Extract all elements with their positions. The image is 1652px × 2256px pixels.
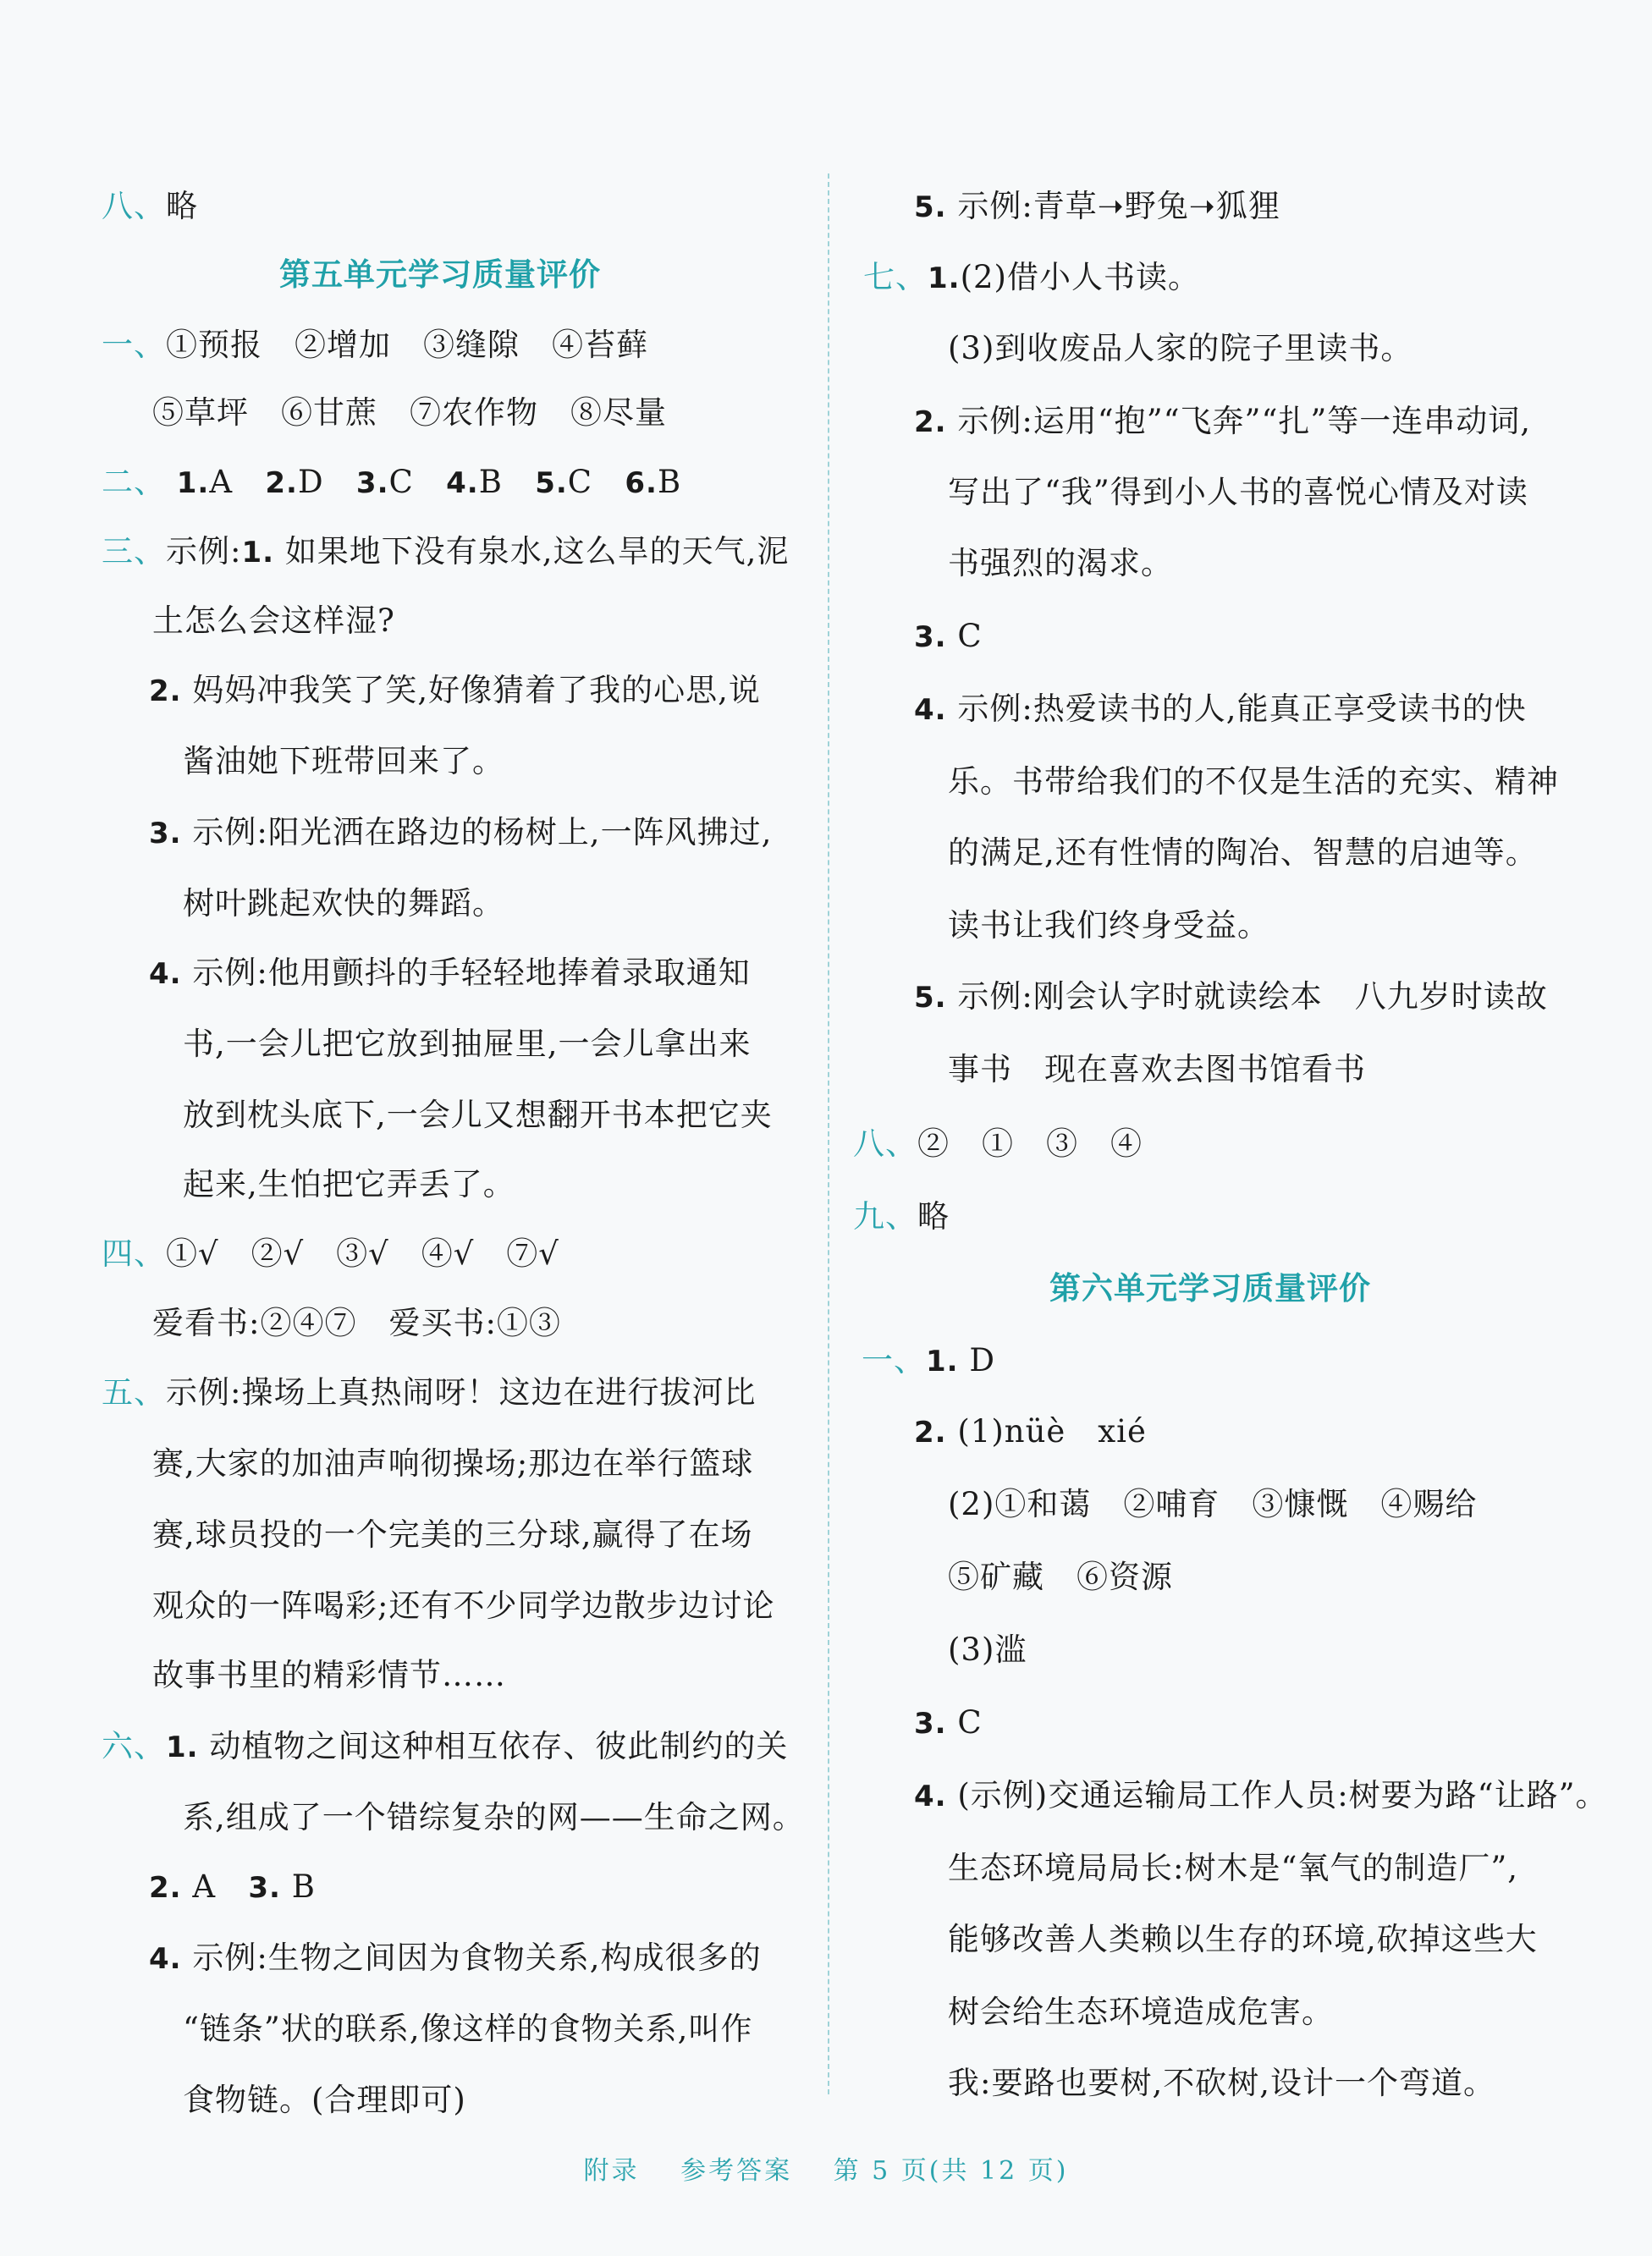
answer-text: 示例:刚会认字时就读绘本 八九岁时读故 — [957, 978, 1548, 1015]
s7-q1-line1 — [863, 259, 1200, 297]
answer-text: B — [478, 464, 503, 500]
answer-text: 示例:阳光洒在路边的杨树上,一阵风拂过, — [192, 814, 773, 850]
s6-q4-line2: “链条”状的联系,像这样的食物关系,叫作 — [183, 2011, 753, 2047]
footer-answers: 参考答案 — [680, 2156, 793, 2186]
answer-text: 妈妈冲我笑了笑,好像猜着了我的心思,说 — [192, 672, 761, 708]
s6-q4-line3: 食物链。(合理即可) — [183, 2082, 466, 2118]
answer-text: D — [969, 1342, 996, 1378]
s7-q1-line2: (3)到收废品人家的院子里读书。 — [948, 330, 1413, 366]
s7-q4-line4: 读书让我们终身受益。 — [948, 907, 1269, 944]
section-marker: 七、 — [863, 259, 928, 295]
answer-text: 动植物之间这种相互依存、彼此制约的关 — [209, 1728, 789, 1764]
answer-text: 略 — [166, 188, 198, 224]
question-number: 3. — [914, 620, 947, 654]
question-number: 4. — [914, 1780, 947, 1813]
s2-line — [102, 464, 681, 502]
s6-q2q3-line — [149, 1868, 316, 1907]
answer-text: 如果地下没有泉水,这么旱的天气,泥 — [284, 533, 790, 570]
s3-q2-line2: 酱油她下班带回来了。 — [183, 743, 504, 779]
prefix-text: 示例: — [166, 533, 242, 570]
question-number: 3. — [914, 1707, 947, 1741]
answer-text: C — [957, 1704, 983, 1741]
unit5-title: 第五单元学习质量评价 — [279, 256, 601, 293]
answer-text: 示例:他用颤抖的手轻轻地捧着录取通知 — [192, 955, 751, 991]
answer-text: C — [388, 464, 414, 500]
question-number: 2. — [914, 405, 947, 439]
u6-s1-q3 — [914, 1704, 983, 1742]
s3-q1-line2: 土怎么会这样湿? — [152, 603, 395, 639]
section-8-right — [853, 1125, 1143, 1163]
s7-q5-line1 — [914, 978, 1548, 1016]
answer-text: ①√ ②√ ③√ ④√ ⑦√ — [166, 1235, 559, 1272]
question-number: 2. — [265, 466, 298, 500]
answer-text: C — [567, 464, 593, 500]
s1-line2: ⑤草坪 ⑥甘蔗 ⑦农作物 ⑧尽量 — [152, 394, 667, 431]
s4-line2: 爱看书:②④⑦ 爱买书:①③ — [152, 1305, 561, 1341]
footer-appendix: 附录 — [583, 2156, 640, 2186]
s7-q2-line3: 书强烈的渴求。 — [948, 545, 1173, 581]
question-number: 1. — [928, 261, 961, 295]
question-number: 5. — [535, 466, 568, 500]
answer-text: 示例:生物之间因为食物关系,构成很多的 — [192, 1940, 762, 1976]
s4-line1 — [102, 1235, 559, 1273]
answer-text: (2)借小人书读。 — [960, 259, 1200, 295]
section-marker: 一、 — [862, 1342, 926, 1378]
section-marker: 三、 — [102, 533, 166, 570]
page-footer — [0, 2149, 1652, 2187]
section-marker: 二、 — [102, 464, 166, 500]
answer-text: 示例:运用“抱”“飞奔”“扎”等一连串动词, — [957, 403, 1532, 439]
unit6-title: 第六单元学习质量评价 — [1049, 1269, 1371, 1307]
s3-q1-line1 — [102, 533, 789, 571]
u6-s1-q2-line4: (3)滥 — [948, 1631, 1027, 1668]
question-number: 3. — [248, 1871, 281, 1905]
answer-text: A — [209, 464, 234, 500]
question-number: 1. — [926, 1345, 959, 1378]
section-marker: 九、 — [853, 1198, 917, 1235]
s3-q3-line2: 树叶跳起欢快的舞蹈。 — [183, 885, 504, 922]
question-number: 5. — [914, 190, 947, 224]
s7-q3 — [914, 618, 983, 656]
answer-text: B — [657, 464, 682, 500]
s3-q4-line3: 放到枕头底下,一会儿又想翻开书本把它夹 — [183, 1097, 773, 1133]
s1-line1 — [102, 327, 648, 364]
s6-q1-line2: 系,组成了一个错综复杂的网——生命之网。 — [183, 1799, 805, 1835]
section-marker: 五、 — [102, 1374, 166, 1411]
answer-text: 示例:青草➝野兔➝狐狸 — [957, 188, 1280, 224]
question-number: 5. — [914, 981, 947, 1015]
question-number: 1. — [176, 466, 210, 500]
question-number: 2. — [149, 1871, 182, 1905]
s6-q4-line1 — [149, 1940, 762, 1978]
s3-q2-line1 — [149, 672, 761, 710]
answer-text: 略 — [917, 1198, 950, 1235]
s3-q4-line1 — [149, 955, 751, 993]
s5-line5: 故事书里的精彩情节…… — [152, 1657, 506, 1693]
s5-line2: 赛,大家的加油声响彻操场;那边在举行篮球 — [152, 1445, 754, 1482]
answer-text: 示例:热爱读书的人,能真正享受读书的快 — [957, 691, 1527, 727]
answer-text: C — [957, 618, 983, 654]
s3-q4-line2: 书,一会儿把它放到抽屉里,一会儿拿出来 — [183, 1026, 752, 1062]
answer-text: ② ① ③ ④ — [917, 1125, 1143, 1162]
section-9-right — [853, 1198, 950, 1235]
u6-s1-q4-line1 — [914, 1777, 1608, 1815]
u6-s1-q2-line3: ⑤矿藏 ⑥资源 — [948, 1559, 1173, 1595]
section-8-left — [102, 188, 198, 225]
answer-text: 示例:操场上真热闹呀！这边在进行拔河比 — [166, 1374, 757, 1411]
q5-food-chain — [914, 188, 1280, 226]
u6-s1-q4-line2: 生态环境局局长:树木是“氧气的制造厂”, — [948, 1850, 1519, 1886]
question-number: 4. — [149, 957, 182, 991]
u6-s1-q4-line3: 能够改善人类赖以生存的环境,砍掉这些大 — [948, 1921, 1538, 1957]
s5-line1 — [102, 1374, 756, 1411]
question-number: 2. — [914, 1416, 947, 1450]
s7-q4-line3: 的满足,还有性情的陶冶、智慧的启迪等。 — [948, 834, 1538, 871]
u6-s1-q4-line4: 树会给生态环境造成危害。 — [948, 1994, 1334, 2030]
s7-q2-line1 — [914, 403, 1531, 441]
section-marker: 一、 — [102, 327, 166, 363]
section-marker: 四、 — [102, 1235, 166, 1272]
s5-line4: 观众的一阵喝彩;还有不少同学边散步边讨论 — [152, 1587, 775, 1624]
section-marker: 八、 — [853, 1125, 917, 1162]
s7-q2-line2: 写出了“我”得到小人书的喜悦心情及对读 — [948, 474, 1528, 510]
question-number: 2. — [149, 674, 182, 708]
question-number: 6. — [625, 466, 658, 500]
u6-s1-q2-line2: (2)①和蔼 ②哺育 ③慷慨 ④赐给 — [948, 1486, 1478, 1522]
answer-text: D — [297, 464, 324, 500]
s3-q3-line1 — [149, 814, 772, 852]
s7-q4-line1 — [914, 691, 1527, 729]
question-number: 4. — [446, 466, 479, 500]
question-number: 1. — [241, 536, 275, 570]
answer-text: A — [192, 1868, 217, 1905]
answer-text: (1)nüè xié — [957, 1413, 1147, 1450]
question-number: 4. — [149, 1942, 182, 1976]
s6-q1-line1 — [102, 1728, 788, 1766]
section-marker: 六、 — [102, 1728, 166, 1764]
question-number: 1. — [166, 1731, 199, 1764]
column-divider — [828, 173, 829, 2094]
u6-s1-q1 — [862, 1342, 995, 1380]
footer-page-number: 第 5 页(共 12 页) — [833, 2156, 1069, 2186]
s3-q4-line4: 起来,生怕把它弄丢了。 — [183, 1166, 515, 1202]
question-number: 3. — [149, 817, 182, 850]
u6-s1-q2-line1 — [914, 1413, 1147, 1451]
s7-q4-line2: 乐。书带给我们的不仅是生活的充实、精神 — [948, 763, 1559, 800]
answer-text: (示例)交通运输局工作人员:树要为路“让路”。 — [957, 1777, 1608, 1813]
answer-text: B — [291, 1868, 316, 1905]
s5-line3: 赛,球员投的一个完美的三分球,赢得了在场 — [152, 1516, 753, 1553]
question-number: 4. — [914, 693, 947, 727]
s7-q5-line2: 事书 现在喜欢去图书馆看书 — [948, 1051, 1366, 1087]
question-number: 3. — [355, 466, 389, 500]
answer-text: ①预报 ②增加 ③缝隙 ④苔藓 — [166, 327, 648, 363]
u6-s1-q4-line5: 我:要路也要树,不砍树,设计一个弯道。 — [948, 2065, 1495, 2101]
section-marker: 八、 — [102, 188, 166, 224]
